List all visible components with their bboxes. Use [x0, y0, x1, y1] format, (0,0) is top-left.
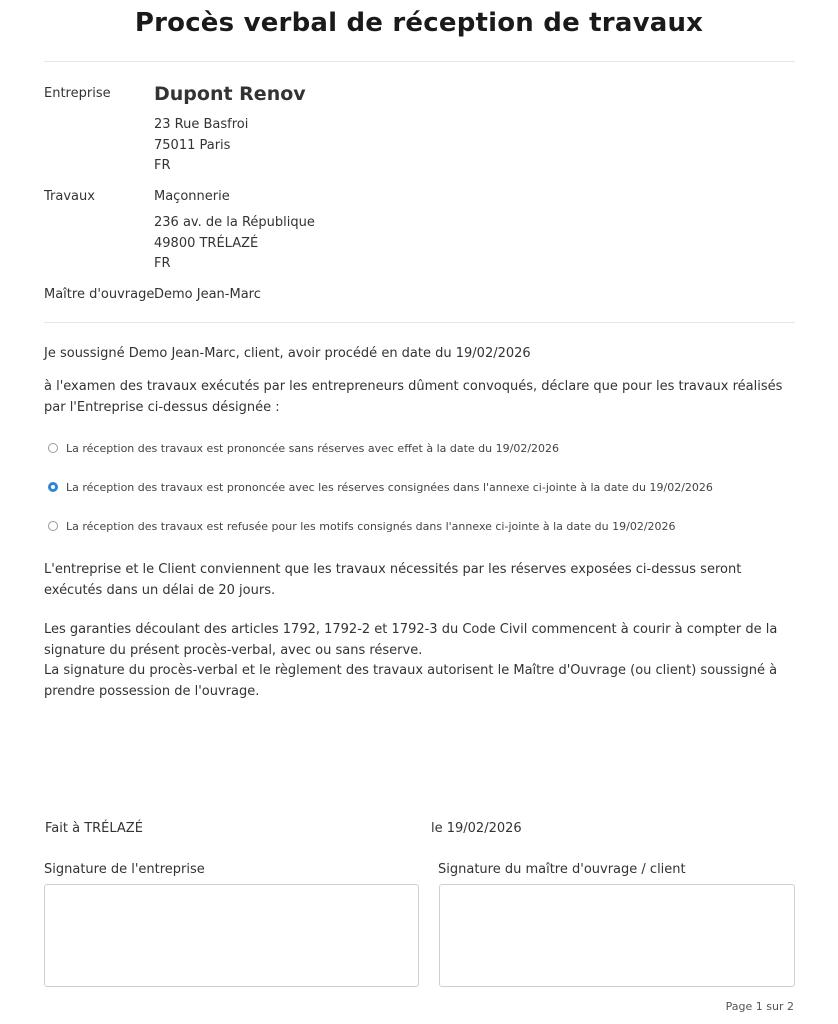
delai-text: L'entreprise et le Client conviennent que les travaux nécessités par les réserves exposées ci-dessus seront exécutés dans un délai de 20 jours. — [44, 562, 742, 598]
signature-entreprise-box[interactable] — [44, 884, 419, 987]
option-refusee[interactable] — [48, 518, 676, 534]
signature-client-label: Signature du maître d'ouvrage / client — [438, 862, 686, 877]
page-number: Page 1 sur 2 — [725, 1000, 794, 1013]
radio-checked-icon[interactable] — [48, 482, 58, 492]
signature-client-box[interactable] — [439, 884, 795, 987]
option-sans-reserves[interactable] — [48, 440, 559, 456]
option-label: La réception des travaux est refusée pour les motifs consignés dans l'annexe ci-jointe à la date du 19/02/2026 — [66, 519, 676, 533]
signature-note-text: La signature du procès-verbal et le règlement des travaux autorisent le Maître d'Ouvrage (ou client) soussigné à prendre possession de l'ouvrage. — [44, 663, 778, 699]
option-label: La réception des travaux est prononcée avec les réserves consignées dans l'annexe ci-jointe à la date du 19/02/2026 — [66, 480, 713, 494]
radio-unchecked-icon[interactable] — [48, 521, 58, 531]
maitre-name: Demo Jean-Marc — [154, 287, 261, 302]
entreprise-address-line-1: 23 Rue Basfroi — [154, 117, 249, 132]
entreprise-address-line-3: FR — [154, 158, 171, 173]
garanties-text: Les garanties découlant des articles 1792, 1792-2 et 1792-3 du Code Civil commencent à courir à compter de la signature du présent procès-verbal, avec ou sans réserve. — [44, 622, 778, 658]
divider-middle — [44, 322, 795, 323]
divider-top — [44, 61, 795, 62]
examen-text: à l'examen des travaux exécutés par les entrepreneurs dûment convoqués, déclare que pour les travaux réalisés par l'Entreprise ci-dessus désignée : — [44, 379, 783, 415]
travaux-label: Travaux — [44, 189, 95, 204]
signature-entreprise-label: Signature de l'entreprise — [44, 862, 205, 877]
option-avec-reserves[interactable] — [48, 479, 713, 495]
intro-text: Je soussigné Demo Jean-Marc, client, avoir procédé en date du 19/02/2026 — [44, 346, 531, 361]
travaux-address-line-1: 236 av. de la République — [154, 215, 315, 230]
fait-a: Fait à TRÉLAZÉ — [45, 821, 143, 836]
maitre-label: Maître d'ouvrage — [44, 287, 155, 302]
travaux-address-line-2: 49800 TRÉLAZÉ — [154, 236, 259, 251]
entreprise-address-line-2: 75011 Paris — [154, 138, 231, 153]
travaux-address-line-3: FR — [154, 256, 171, 271]
entreprise-label: Entreprise — [44, 86, 111, 101]
fait-date: le 19/02/2026 — [431, 821, 522, 836]
radio-unchecked-icon[interactable] — [48, 443, 58, 453]
option-label: La réception des travaux est prononcée sans réserves avec effet à la date du 19/02/2026 — [66, 441, 560, 455]
travaux-type: Maçonnerie — [154, 189, 230, 204]
document-title: Procès verbal de réception de travaux — [134, 8, 704, 38]
entreprise-name: Dupont Renov — [154, 83, 306, 105]
